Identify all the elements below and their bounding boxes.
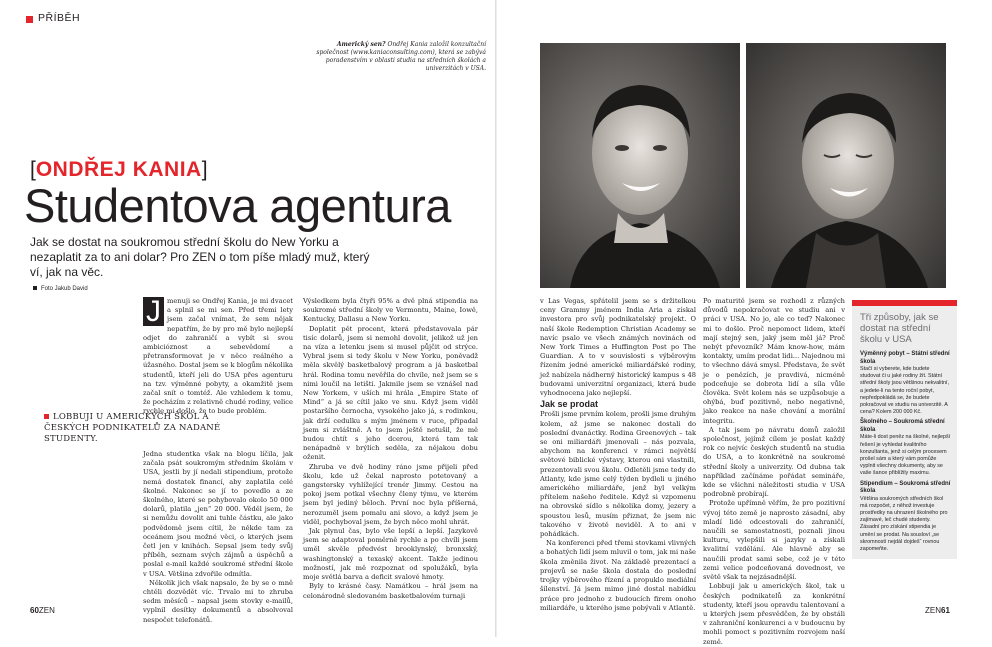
photo-caption bbox=[316, 41, 486, 73]
page-number: 60 bbox=[30, 606, 39, 615]
portrait-photo-left bbox=[540, 43, 740, 288]
pullquote-text: LOBBUJI U AMERICKÝCH ŠKOL A ČESKÝCH PODNIKATELŮ ZA NADANÉ STUDENTY. bbox=[44, 412, 221, 444]
photo-credit-text: Foto Jakub David bbox=[41, 286, 88, 292]
page-number: 61 bbox=[941, 606, 950, 615]
column-3 bbox=[540, 297, 696, 612]
sidebar-item-text: Většina soukromých středních škol má rozpočet, z něhož investuje prostředky na uhrazení školného pro zajímavé, leč chudé studenty. Zásadní pro získání stipendia je umění se prodat. Na sousloví „se skromností nejdál dojdeš“ rovnou zapomeňte. bbox=[860, 495, 948, 553]
paragraph: Protože upřímně věřím, že pro pozitivní vývoj této země je naprosto zásadní, aby mladí lidé odcestovali do zahraničí, naučili se samostatnosti, poznali jinou kulturu, vylepšili si jazyky a získali kvalitní vzdělání. Ale hlavně aby se naučili prodat sami sebe, což je v této zemi velice podceňovaná dovednost, ve světě však ta nejzásadnější. bbox=[703, 499, 845, 582]
pullquote-square bbox=[44, 414, 49, 419]
paragraph: v Las Vegas, spřátelil jsem se s držitelkou ceny Grammy jménem India Aria a získal investora pro svůj podnikatelský projekt. O naší škole Redemption Christian Academy se navíc psalo ve všech známých novinách od New York Times a Huffington Post po The Guardian. A to v souvislosti s výběrovým řízením jedné americké miliardářské rodiny, jež nabízela nádherný historický kampus s 48 budovami univerzitní organizaci, která bude vyhodnocena jako nejlepší. bbox=[540, 297, 696, 398]
photo-credit bbox=[33, 286, 88, 292]
caption-text: Ondřej Kania založil konzultační společnost (www.kaniaconsulting.com), která se zabývá poradenstvím v oblasti studia na středních školách a univerzitách v USA. bbox=[316, 41, 486, 72]
bracket-close: ] bbox=[201, 158, 208, 181]
sidebar-item-text: Máte-li dost peněz na školné, nejlepší řešení je vyhledat kvalitního konzultanta, jenž si celým procesem prošel sám a který vám pomůže vyplnit všechny dokumenty, aby se vaše šance přiblížily maximu. bbox=[860, 434, 951, 477]
paragraph: Po maturitě jsem se rozhodl z různých důvodů nepokračovat ve studiu ani v práci v USA. No jo, ale co teď? Nakonec mi to došlo. Proč nepomoct lidem, kteří mají stejný sen, jaký jsem měl já? Proč nebýt převozník? Mám know-how, mám kontakty, umím prodat lidi... Najednou mi to všechno dává smysl. Představa, že svět je o penězích, je pravdivá, nicméně podceňuje se dobrota lidí a síla vůle člověka. Svět kolem nás se uzpůsobuje a ohýbá, buď pozitivně, nebo negativně, jako reakce na naše chování a morální integritu. bbox=[703, 297, 845, 425]
paragraph: A tak jsem po návratu domů založil společnost, jejímž cílem je poslat každý rok co nejvíc českých studentů na studia do USA, a to konkrétně na soukromé střední školy a univerzity. Od dubna tak například začínáme pořádat semináře, kde se všichni náležitosti studia v USA podrobně probírají. bbox=[703, 425, 845, 499]
section-marker bbox=[26, 16, 33, 23]
paragraph: Doplatit pět procent, která představovala pár tisíc dolarů, jsem si nemohl dovolit, jelikož už jen na víza a letenku jsem si musel půjčit od strýce. Vybral jsem si tedy školu v New Yorku, poněvadž měla skvělý basketbalový program a já basketbal hrál. Rodina tomu nevěřila do chvíle, než jsem se s nimi loučil na letišti. Jakmile jsem se vznášel nad New Yorkem, v uších mi hrála „Empire State of Mind“ a já se cítil jako ve snu. Když jsem viděl postaršího černocha, vysokého jako já, s rodinkou, jak drží cedulku s mým jménem v ruce, připadal jsem si zvláštně. A to jsem ještě netušil, že mě budou chtít s jeho dcerou, která tam tak nenápadně v brýlích seděla, za nějakou dobu oženit. bbox=[303, 324, 478, 462]
subheading: Jak se prodat bbox=[540, 399, 599, 410]
sidebar-item-heading: Výměnný pobyt – Státní střední škola bbox=[860, 351, 950, 365]
paragraph: Jedna studentka však na blogu líčila, jak začala psát soukromým středním školám v USA, jestli by jí nedali stipendium, protože nemá dostatek financí, aby zaplatila celé školné. Nakonec se jí to povedlo a ze školného, které se pohybovalo okolo 50 000 dolarů, platila „jen“ 20 000. Věděl jsem, že si nemůžu dovolit ani tuhle částku, ale jako podvědomě jsem cítil, že někde tam za oceánem jsou možné věci, o kterých jsem četl jen v knihách. Sepsal jsem tedy svůj příběh, seznam svých zájmů a úspěchů a poslal e-mail každé soukromé střední škole v USA. Většina zdvořile odmítla. bbox=[143, 450, 293, 578]
dropcap: J bbox=[143, 297, 164, 326]
paragraph: Několik jich však napsalo, že by se o mně chtěli dozvědět víc. Trvalo mi to zhruba sedm měsíců – napsal jsem stovky e-mailů, vyplnil desítky dokumentů a absolvoval nespočet telefonátů. bbox=[143, 578, 293, 624]
paragraph: Lobbuji jak u amerických škol, tak u českých podnikatelů za konkrétní studenty, kteří jsou opravdu talentovaní a u kterých jsem přesvědčen, že by obstáli v zahraniční konkurenci a v budoucnu by mohli pomoct s pozitivním rozvojem naší země. bbox=[703, 582, 845, 646]
sidebar-title: Tři způsoby, jak se dostat na střední školu v USA bbox=[860, 312, 939, 345]
article-title: Studentova agentura bbox=[24, 179, 451, 232]
paragraph: Na konferenci před třemi stovkami vlivných a bohatých lidí jsem mluvil o tom, jak mi naše škola změnila život. Na základě prezentací a projevů se naše škola dostala do poslední trojky výběrového řízení a propuklo mediální šílenství. Já jsem mimo jiné dostal nabídku práce pro jednoho z budoucích firem onoho miliardáře, u kterého jsme pobývali v Atlantě. bbox=[540, 539, 696, 612]
article-lead: Jak se dostat na soukromou střední školu do New Yorku a nezaplatit za to ani dolar? Pro ZEN o tom píše mladý muž, který ví, jak na věc. bbox=[30, 235, 370, 279]
column-2 bbox=[303, 297, 478, 599]
folio-right bbox=[925, 606, 950, 615]
author-name: ONDŘEJ KANIA bbox=[35, 158, 202, 181]
paragraph: menuji se Ondřej Kania, je mi dvacet a splnil se mi sen. Před třemi lety jsem začal vnímat, že sem nějak nepatřím, že by pro mě bylo nejlepší odjet do zahraničí a vybít si svou ambicióznost a sebevědomí a přetransformovat je v něco reálného a úžasného. Dostal jsem se k blogům několika studentů, kteří jeli do USA přes agenturu na tzv. výměnné pobyty, a okamžitě jsem začal snít o tomtéž. Ale vzhledem k tomu, že pocházím z relativně chudé rodiny, velice rychle mi došlo, že to bude problém. bbox=[143, 297, 293, 416]
sidebar-item-text: Stačí si vyberete, kde budete studovat či u jaké rodiny žít. Státní střední školy jsou většinou nekvalitní, a jedete-li na tento roční pobyt, nepředpokládá se, že budete pokračovat ve studiu na univerzitě. A cena? Kolem 200 000 Kč. bbox=[860, 366, 949, 416]
sidebar-item-heading: Školného – Soukromá střední škola bbox=[860, 419, 945, 433]
section-label: PŘÍBĚH bbox=[38, 12, 81, 24]
caption-bold: Americký sen? bbox=[336, 41, 386, 48]
paragraph: Byly to krásné časy. Namátkou – hrál jsem na celonárodně sledovaném basketbalovém turnaji bbox=[303, 582, 478, 600]
magazine-name: ZEN bbox=[925, 606, 941, 615]
bracket-open: [ bbox=[30, 158, 36, 181]
sidebar-item-heading: Stipendium – Soukromá střední škola bbox=[860, 480, 951, 495]
page-gutter bbox=[495, 0, 497, 637]
credit-square bbox=[33, 286, 37, 290]
folio-left bbox=[30, 606, 55, 615]
sidebar-inner bbox=[852, 306, 957, 559]
paragraph: Jak plynul čas, bylo vše lepší a lepší. Jazykově jsem se adaptoval poměrně rychle a po chvíli jsem uměl skvěle předvést brooklynský, bronxský, washingtonský a texaský akcent. Takže jedinou možností, jak mě rozpoznat od spolužáků, byla moje světlá barva a deficit svalové hmoty. bbox=[303, 527, 478, 582]
column-1-bottom bbox=[143, 450, 293, 624]
paragraph: Prošli jsme prvním kolem, prošli jsme druhým kolem, až jsme se nakonec dostali do poslední dvanáctky. Rodina Greenových – tak se oni miliardáři jmenovali – nás pozvala, abychom na konferenci v rámci největší světové biblické výstavy, kterou oni vlastnili, prezentovali svou školu. Odletěli jsme tedy do Atlanty, kde jsme celý týden bydleli u jiného amerického miliardáře, jenž byl velkým přítelem našeho ředitele. Když si vzpomenu na obrovské sídlo s několika domy, jezery a spoustou lesů, musím přiznat, že jsem nic takového v životě neviděl. A to ani v pohádkách. bbox=[540, 410, 696, 539]
sidebar-box bbox=[852, 300, 957, 559]
paragraph: Výsledkem byla čtyři 95% a dvě plná stipendia na soukromé střední školy ve Vermontu, Maine, Iowě, Kentucky, Dallasu a New Yorku. bbox=[303, 297, 478, 324]
column-1-top bbox=[143, 297, 293, 417]
column-4 bbox=[703, 297, 845, 646]
pull-quote bbox=[44, 412, 256, 445]
portrait-photo-right bbox=[746, 43, 946, 288]
magazine-name: ZEN bbox=[38, 606, 55, 615]
paragraph: Zhruba ve dvě hodiny ráno jsme přijeli před školu, kde už čekal naprosto potetovaný a gangstersky vyhlížející trenér Jimmy. Cestou na pokoj jsem potkal všechny členy týmu, ve kterém jsem byl jediný běloch. První noc byla příšerná, nerozuměl jsem pomalu ani slovo, a když jsem je viděl, pochyboval jsem, že bych něco mohl uhrát. bbox=[303, 462, 478, 526]
